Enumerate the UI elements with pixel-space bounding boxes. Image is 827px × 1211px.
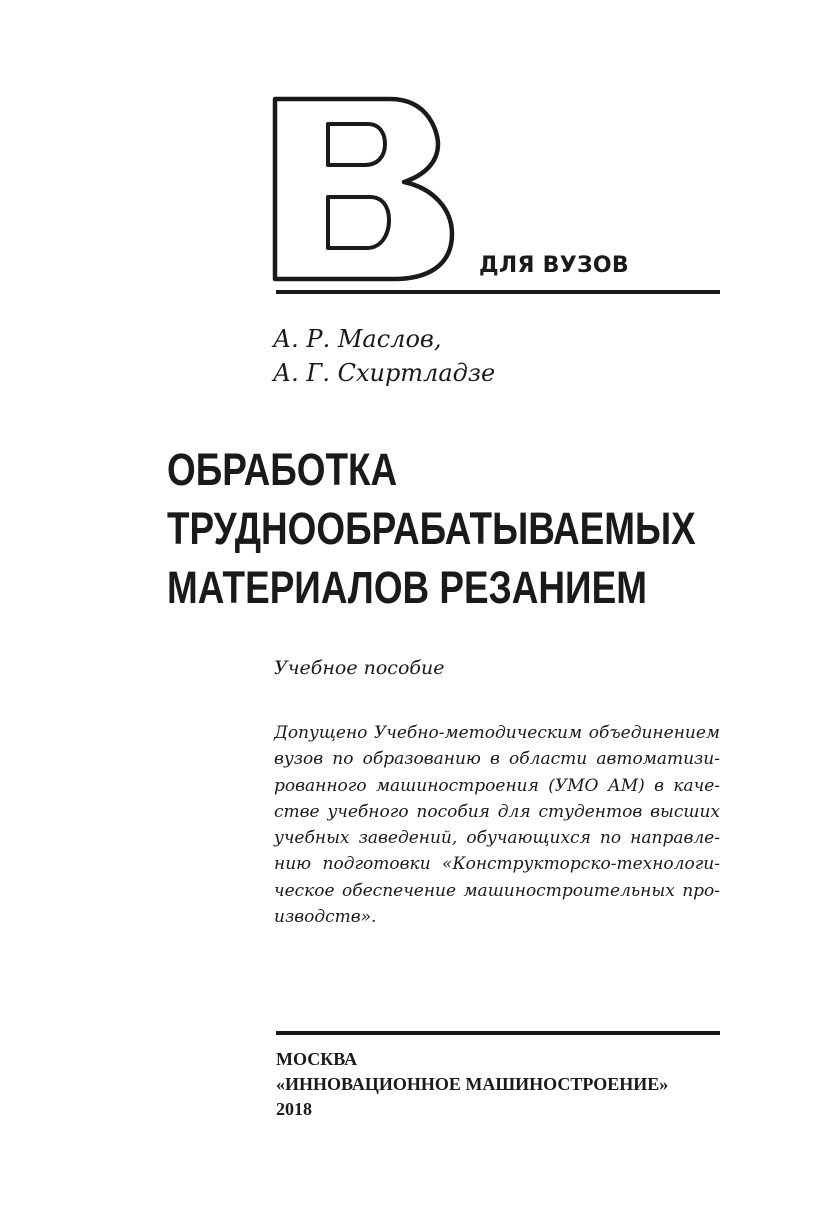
approval-line: Допущено Учебно-методическим объединением xyxy=(274,723,720,743)
book-title xyxy=(167,440,696,617)
bottom-divider xyxy=(276,1031,720,1035)
approval-line: изводств». xyxy=(274,907,377,928)
approval-line: ческое обеспечение машиностроительных про- xyxy=(274,880,720,901)
series-label: ДЛЯ ВУЗОВ xyxy=(479,253,629,278)
approval-line: рованного машиностроения (УМО АМ) в каче- xyxy=(274,775,720,796)
publication-year: 2018 xyxy=(276,1099,312,1119)
publisher-block xyxy=(276,1047,668,1122)
approval-line: нию подготовки «Конструкторско-технологи- xyxy=(274,854,720,875)
top-divider xyxy=(276,290,720,294)
title-line: МАТЕРИАЛОВ РЕЗАНИЕМ xyxy=(167,562,647,613)
author-name: А. Г. Схиртладзе xyxy=(273,359,496,387)
publisher-city: МОСКВА xyxy=(276,1049,358,1069)
author-name: А. Р. Маслов, xyxy=(273,325,442,353)
approval-line: стве учебного пособия для студентов высших xyxy=(274,801,720,822)
approval-line: учебных заведений, обучающихся по направле- xyxy=(274,828,720,849)
title-line: ОБРАБОТКА xyxy=(167,444,398,495)
publisher-name: «ИННОВАЦИОННОЕ МАШИНОСТРОЕНИЕ» xyxy=(276,1074,669,1094)
approval-statement xyxy=(274,720,720,930)
approval-line: вузов по образованию в области автоматизи- xyxy=(274,749,720,770)
book-subtitle: Учебное пособие xyxy=(274,657,445,679)
series-logo-letter-v xyxy=(272,96,456,282)
title-line: ТРУДНООБРАБАТЫВАЕМЫХ xyxy=(167,503,696,554)
authors xyxy=(273,322,495,390)
